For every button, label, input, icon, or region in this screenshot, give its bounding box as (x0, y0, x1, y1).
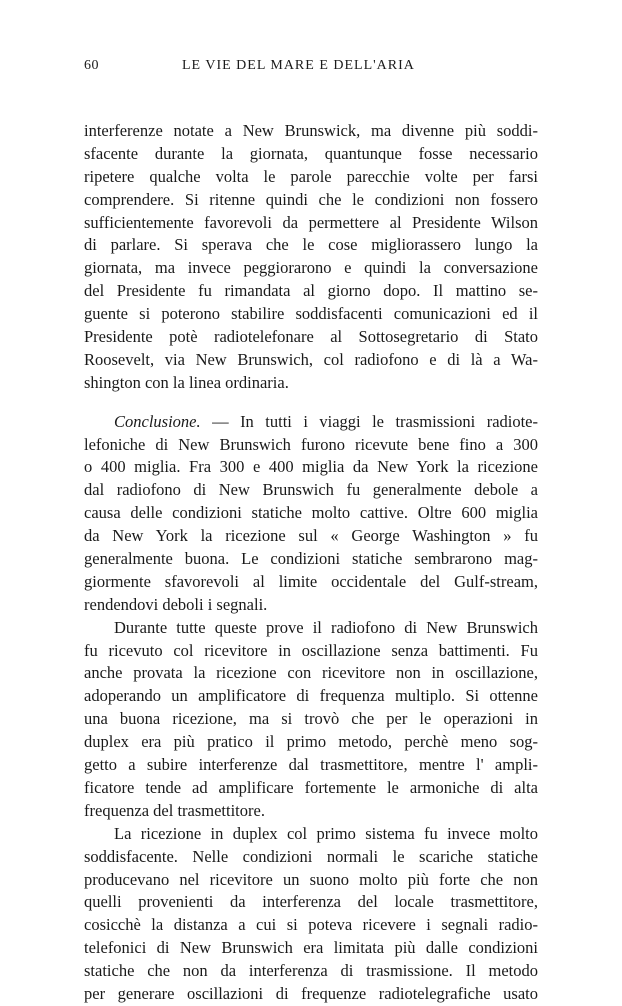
text-line: da New York la ricezione sul « George Washington » fu (84, 526, 538, 546)
text-line: dal radiofono di New Brunswich fu generalmente debole a (84, 480, 538, 500)
section-heading: Conclusione. (114, 411, 201, 431)
heading-rest: — In tutti i viaggi le trasmissioni radiote- (200, 411, 538, 431)
text-line: statiche che non da interferenza di trasmissione. Il metodo (84, 961, 538, 981)
text-line: giornata, ma invece peggiorarono e quindi la conversazione (84, 258, 538, 278)
text-line: sufficientemente favorevoli da permettere al Presidente Wilson (84, 212, 538, 232)
text-line: shington con la linea ordinaria. (84, 372, 289, 392)
text-line: interferenze notate a New Brunswick, ma divenne più soddi- (84, 121, 538, 140)
text-line: sfacente durante la giornata, quantunque fosse necessario (84, 143, 538, 163)
text-line: rendendovi deboli i segnali. (84, 594, 268, 614)
text-line: generalmente buona. Le condizioni statiche sembrarono mag- (84, 549, 538, 569)
text-line: frequenza del trasmettitore. (84, 800, 265, 820)
text-line: anche provata la ricezione con ricevitore non in oscillazione, (84, 663, 538, 683)
paragraph (84, 617, 538, 823)
paragraph-conclusione (84, 411, 538, 617)
paragraph (84, 120, 538, 395)
text-line: La ricezione in duplex col primo sistema fu invece molto (114, 823, 538, 843)
text-line: lefoniche di New Brunswich furono ricevute bene fino a 300 (84, 434, 538, 454)
text-line: producevano nel ricevitore un suono molto più forte che non (84, 869, 538, 889)
text-line: getto a subire interferenze dal trasmettitore, mentre l' ampli- (84, 755, 538, 775)
running-title: LE VIE DEL MARE E DELL'ARIA (182, 58, 415, 73)
text-line: soddisfacente. Nelle condizioni normali le scariche statiche (84, 846, 538, 866)
page-header (84, 58, 538, 78)
text-line: ripetere qualche volta le parole parecchie volte per farsi (84, 166, 538, 186)
body-text (84, 120, 538, 1006)
text-line: ficatore tende ad amplificare fortemente le armoniche di alta (84, 777, 538, 797)
text-line: causa delle condizioni statiche molto cattive. Oltre 600 miglia (84, 503, 538, 523)
text-line: cosicchè la distanza a cui si poteva ricevere i segnali radio- (84, 915, 538, 935)
text-line: adoperando un amplificatore di frequenza multiplo. Si ottenne (84, 686, 538, 706)
text-line: del Presidente fu rimandata al giorno dopo. Il mattino se- (84, 281, 538, 301)
text-line: per generare oscillazioni di frequenze radiotelegrafiche usato (84, 983, 538, 1003)
text-line: o 400 miglia. Fra 300 e 400 miglia da New York la ricezione (84, 457, 538, 477)
page-number: 60 (84, 58, 99, 73)
paragraph (84, 823, 538, 1006)
text-line (84, 411, 538, 434)
text-line: giormente sfavorevoli al limite occidentale del Gulf-stream, (84, 571, 538, 591)
text-line: una buona ricezione, ma si trovò che per le operazioni in (84, 709, 538, 729)
text-line: di parlare. Si sperava che le cose migliorassero lungo la (84, 235, 538, 255)
text-line: fu ricevuto col ricevitore in oscillazione senza battimenti. Fu (84, 640, 538, 660)
text-line: telefonici di New Brunswich era limitata più dalle condizioni (84, 938, 538, 958)
text-line: guente si poterono stabilire soddisfacenti comunicazioni ed il (84, 304, 538, 324)
text-line: duplex era più pratico il primo metodo, perchè meno sog- (84, 732, 538, 752)
text-line: Roosevelt, via New Brunswich, col radiofono e di là a Wa- (84, 349, 538, 369)
text-line: quelli provenienti da interferenza del locale trasmettitore, (84, 892, 538, 912)
text-line: Durante tutte queste prove il radiofono di New Brunswich (114, 617, 538, 637)
text-line: comprendere. Si ritenne quindi che le condizioni non fossero (84, 189, 538, 209)
text-line: Presidente potè radiotelefonare al Sottosegretario di Stato (84, 327, 538, 347)
